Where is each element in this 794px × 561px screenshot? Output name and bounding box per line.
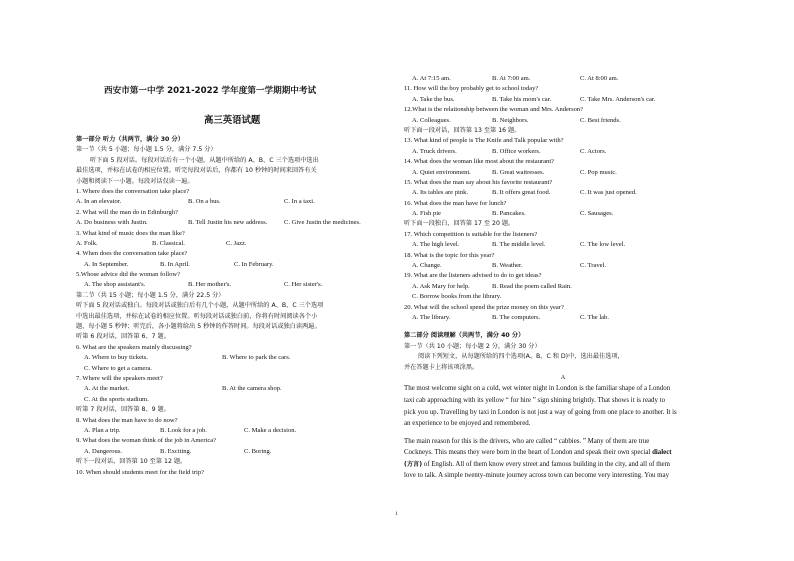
option-b: B. At 7:00 am.: [492, 75, 531, 82]
passage-text: of English. All of them know every street and famous building in the city, and all of them: [422, 460, 670, 468]
question-stem: 13. What kind of people is The Knife and Talk popular with?: [404, 137, 564, 145]
option-a: A. Colleagues.: [412, 116, 451, 124]
instruction-line: 中选出最佳选项，并标在试卷的相应位置。听每段对话或独白前，你将有时间阅读各个小: [76, 312, 318, 320]
listening-note: 听第 7 段对话，回答第 8、9 题。: [76, 406, 170, 414]
listening-note: 听下面一段独白，回答第 17 至 20 题。: [404, 220, 515, 228]
option-a: A. The shop assistant's.: [84, 281, 146, 289]
passage-text: Cockneys. This means they were born in the heart of London and speak their own special: [404, 449, 653, 457]
option-a: A. Do business with Justin.: [76, 219, 148, 227]
option-row: [76, 353, 392, 363]
option-c: C. Jazz.: [226, 239, 247, 247]
part1-heading: 第一部分 听力（共两节，满分 30 分）: [76, 136, 184, 143]
passage-line: The most welcome sight on a cold, wet winter night in London is the familiar shape of a London: [404, 385, 671, 393]
spacer: [404, 323, 722, 331]
instruction-line: 小题和阅读下一小题。每段对话仅读一遍。: [76, 177, 194, 185]
question-stem: 2. What will the man do in Edinburgh?: [76, 208, 178, 216]
option-c: C. In February.: [234, 260, 274, 268]
option-b: B. Take his mom's car.: [492, 95, 552, 103]
passage-line: taxi cab approaching with its yellow “ for hire ” sign shining brightly. That shows it is ready to: [404, 396, 666, 404]
option-b: B. Pancakes.: [492, 210, 526, 218]
option-row: [76, 280, 392, 290]
instruction-line: 并在答题卡上将该项涂黑。: [404, 363, 479, 371]
question-stem: 15. What does the man say about his favorite restaurant?: [404, 178, 553, 186]
option-a: A. At the market.: [84, 385, 130, 393]
option-b: B. Weather.: [492, 262, 523, 270]
part2-heading: 第二部分 阅读理解（共两节，满分 40 分）: [404, 332, 525, 340]
option-row: [76, 239, 392, 249]
option-b: B. At the camera shop.: [222, 385, 282, 393]
question-stem: 17. Which competition is suitable for the listeners?: [404, 230, 538, 238]
left-column: [76, 135, 392, 478]
instruction-line: 阅读下列短文，从每题所给的四个选项(A、B、C 和 D)中，选出最佳选项，: [418, 353, 624, 361]
option-c: C. Actors.: [580, 147, 607, 155]
listening-note: 听第 6 段对话，回答第 6、7 题。: [76, 333, 170, 341]
question-stem: 1. Where does the conversation take place?: [76, 187, 190, 195]
option-row: [76, 197, 392, 207]
option-row: [404, 282, 722, 292]
option-row: [404, 188, 722, 198]
option-row: [76, 447, 392, 457]
option-row: [404, 261, 722, 271]
option-row: [404, 168, 722, 178]
option-a: A. Fish pie: [412, 210, 441, 218]
question-stem: 16. What does the man have for lunch?: [404, 199, 507, 207]
passage-line: pick you up. Travelling by taxi in London is not just a way of going from one place to another. It is: [404, 408, 677, 416]
question-stem: 8. What does the man have to do now?: [76, 416, 178, 424]
instruction-line: 听下面 5 段对话或独白。每段对话或独白后有几个小题，从题中所给的 A、B、C 三个选项: [76, 302, 324, 310]
option-a: A. Truck drivers.: [412, 147, 457, 155]
option-a: A. Plan a trip.: [84, 426, 121, 434]
exam-title: 西安市第一中学 2021-2022 学年度第一学期期中考试: [104, 86, 317, 96]
question-stem: 19. What are the listeners advised to do to get ideas?: [404, 272, 542, 280]
option-b: B. The computers.: [492, 313, 541, 321]
option-b: B. Look for a job.: [160, 426, 207, 434]
option-b: B. The middle level.: [492, 241, 546, 249]
option-row: [404, 147, 722, 157]
option-row: [404, 313, 722, 323]
option-b: B. It offers great food.: [492, 189, 551, 197]
option-c: C. Where to get a camera.: [84, 364, 153, 372]
option-c: C. Pop music.: [580, 168, 617, 176]
option-a: A. Where to buy tickets.: [84, 354, 148, 362]
question-stem: 12.What is the relationship between the woman and Mrs. Anderson?: [404, 106, 584, 114]
option-c: C. The lab.: [580, 313, 609, 321]
passage-gloss: (方言): [404, 460, 423, 468]
option-c: C. Take Mrs. Anderson's car.: [580, 95, 656, 103]
option-c: C. Best friends.: [580, 116, 621, 124]
option-row: [404, 116, 722, 126]
option-a: A. Change.: [412, 262, 442, 270]
option-row: [404, 74, 722, 84]
question-stem: 20. What will the school spend the prize money on this year?: [404, 303, 564, 311]
instruction-line: 最佳选项，并标在试卷的相应位置。听完每段对话后，你都有 10 秒钟的时间来回答有关: [76, 167, 317, 175]
option-a: A. Its tables are pink.: [412, 189, 468, 197]
question-stem: 5.Whose advice did the woman follow?: [76, 271, 180, 279]
option-b: B. Exciting.: [160, 447, 192, 455]
question-stem: 14. What does the woman like most about the restaurant?: [404, 158, 555, 166]
option-a: A. Dangerous.: [84, 447, 122, 455]
option-a: A. At 7:15 am.: [412, 75, 451, 82]
option-c: C. Her sister's.: [284, 281, 323, 289]
option-row: [76, 426, 392, 436]
option-a: A. The library.: [412, 313, 451, 321]
section2-heading: 第二节（共 15 小题；每小题 1.5 分，满分 22.5 分）: [76, 291, 225, 299]
question-stem: 3. What kind of music does the man like?: [76, 229, 185, 237]
listening-note: 听下面一段对话，回答第 13 至第 16 题。: [404, 126, 521, 134]
option-b: B. In April.: [160, 260, 190, 268]
option-c: C. Give Justin the medicines.: [284, 219, 361, 227]
section1-heading: 第一节（共 5 小题；每小题 1.5 分，满分 7.5 分）: [76, 146, 217, 154]
question-stem: 10. When should students meet for the field trip?: [76, 468, 205, 476]
part2-section1-heading: 第一节（共 10 小题；每小题 2 分，满分 30 分）: [404, 342, 541, 350]
option-c: C. At the sports stadium.: [84, 395, 149, 403]
question-stem: 4. When does the conversation take place?: [76, 250, 188, 258]
passage-line: [404, 447, 722, 459]
option-row: [76, 218, 392, 228]
exam-subtitle: 高三英语试题: [204, 115, 261, 126]
option-b: B. Office workers.: [492, 147, 541, 155]
option-row: [76, 260, 392, 270]
option-b: B. Her mother's.: [188, 281, 231, 289]
question-stem: 9. What does the woman think of the job in America?: [76, 437, 217, 445]
option-row: [76, 384, 392, 394]
option-a: A. In an elevator.: [76, 198, 122, 206]
passage-line: an experience to be enjoyed and remembered.: [404, 420, 531, 428]
option-b: B. Read the poem called Rain.: [492, 282, 572, 290]
option-a: A. In September.: [84, 260, 129, 268]
question-stem: 18. What is the topic for this year?: [404, 251, 495, 259]
option-c: C. Borrow books from the library.: [412, 293, 502, 301]
instruction-line: 题，每小题 5 秒钟；听完后，各小题将给出 5 秒钟的作答时间。每段对话或独白读两遍。: [76, 323, 321, 331]
option-c: C. Make a decision.: [244, 426, 297, 434]
option-c: C. Sausages.: [580, 210, 614, 218]
option-row: [404, 240, 722, 250]
option-b: B. Where to park the cars.: [222, 354, 291, 362]
option-c: C. The low level.: [580, 241, 626, 249]
option-c: C. Travel.: [580, 262, 607, 270]
page-number: 1: [395, 511, 398, 517]
listening-note: 听下一段对话，回答第 10 至第 12 题。: [76, 458, 187, 466]
option-a: A. Take the bus.: [412, 95, 455, 103]
question-stem: 7. Where will the speakers meet?: [76, 374, 163, 382]
option-b: B. Neighbors.: [492, 116, 529, 124]
option-c: C. At 8:00 am.: [580, 75, 619, 82]
question-stem: 6. What are the speakers mainly discussing?: [76, 343, 192, 351]
option-c: C. In a taxi.: [284, 198, 315, 206]
option-b: B. Classical.: [152, 239, 185, 247]
passage-bold-word: dialect: [652, 449, 672, 457]
option-b: B. On a bus.: [188, 198, 221, 206]
option-a: A. Folk.: [76, 239, 98, 247]
option-row: [404, 95, 722, 105]
option-row: [404, 209, 722, 219]
option-b: B. Tell Justin his new address.: [188, 219, 268, 227]
option-a: A. Ask Mary for help.: [412, 282, 470, 290]
option-a: A. Quiet environment.: [412, 168, 471, 176]
question-stem: 11. How will the boy probably get to school today?: [404, 85, 539, 93]
passage-line: The main reason for this is the drivers, who are called “ cabbies. ” Many of them are true: [404, 437, 650, 445]
passage-paragraph: [404, 383, 722, 482]
passage-line: [404, 459, 722, 471]
passage-line: love to talk. A simple twenty-minute journey across town can become very interesting. You may: [404, 472, 670, 480]
right-column: [404, 74, 722, 482]
option-b: B. Great waitresses.: [492, 168, 545, 176]
option-a: A. The high level.: [412, 241, 460, 249]
option-c: C. It was just opened.: [580, 189, 637, 197]
option-c: C. Boring.: [244, 447, 272, 455]
instruction-line: 听下面 5 段对话。每段对话后有一个小题，从题中所给的 A、B、C 三个选项中选出: [90, 156, 319, 164]
passage-label: A: [560, 373, 566, 381]
